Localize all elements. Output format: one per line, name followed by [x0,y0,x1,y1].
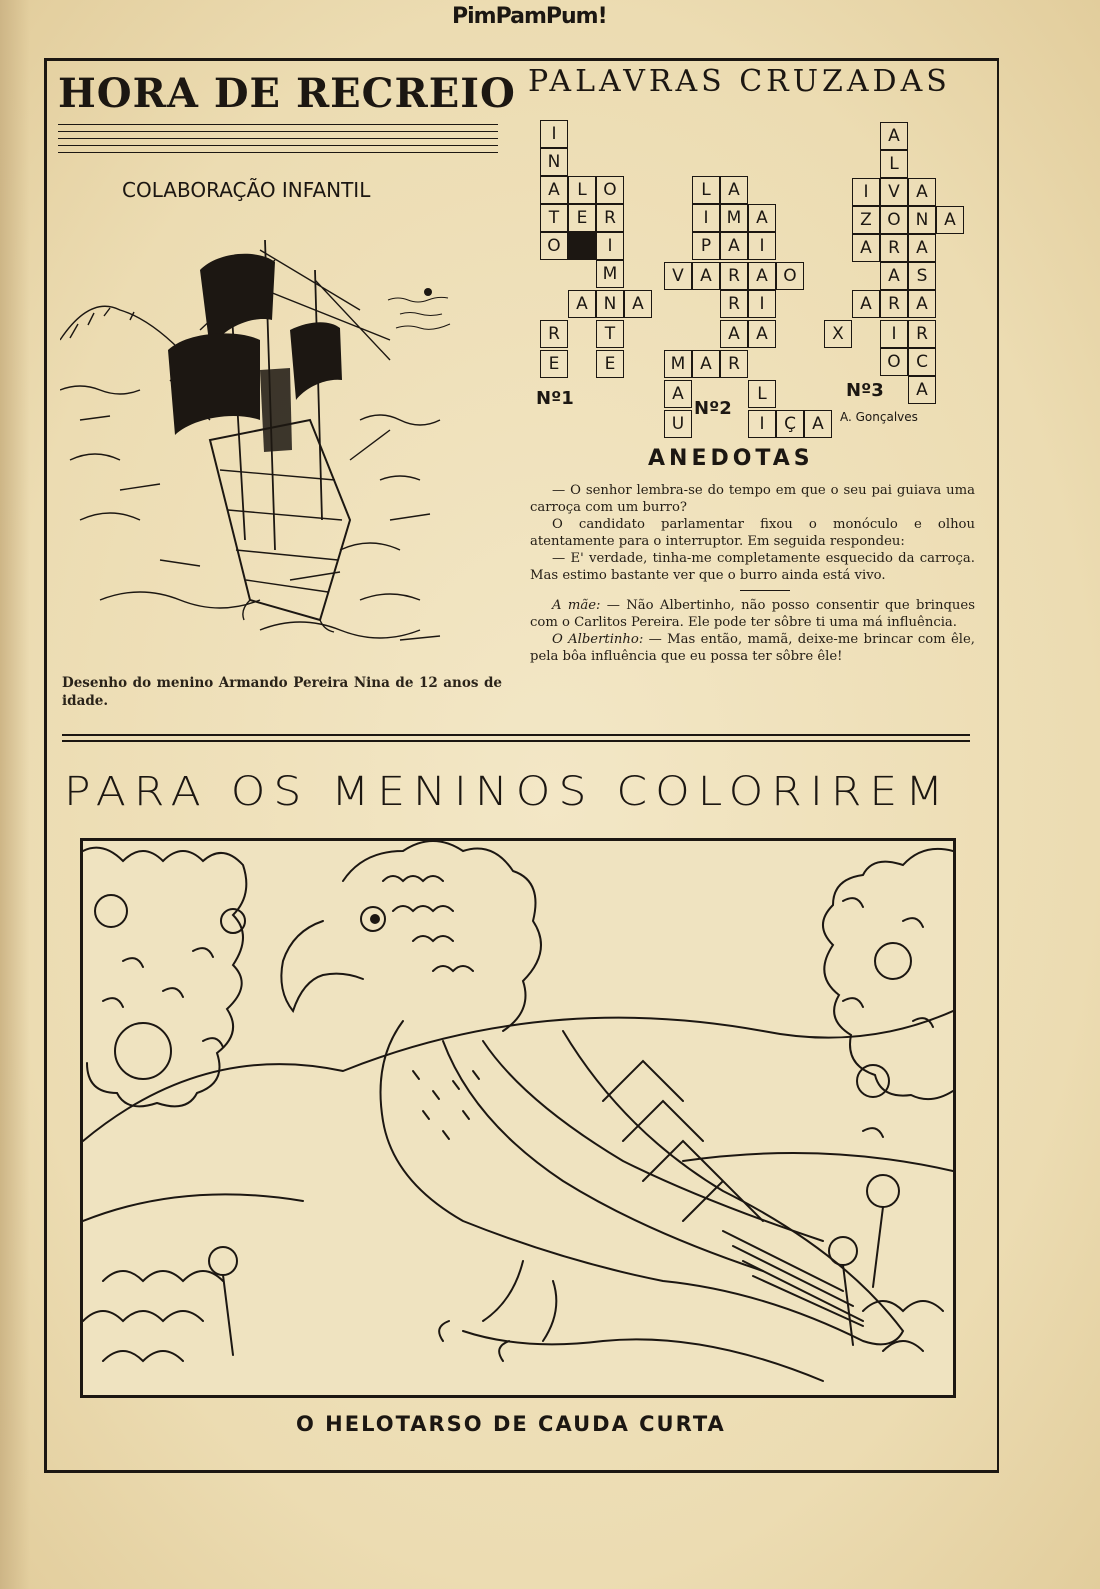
crossword-cell: U [664,410,692,438]
crossword-cell: L [568,176,596,204]
crossword-cell: A [664,380,692,408]
crossword-cell: R [720,262,748,290]
speaker: A mãe: [552,598,601,613]
crossword-cell: A [748,204,776,232]
heading-rule [58,152,498,153]
crossword-cell: R [880,234,908,262]
colorir-heading: PARA OS MENINOS COLORIREM [64,768,952,815]
joke-paragraph [530,597,975,631]
crossword-cell: X [824,320,852,348]
binding-shadow [0,0,30,1589]
crossword-cell: V [664,262,692,290]
crossword-cell: R [880,290,908,318]
crossword-cell: M [720,204,748,232]
crossword-cell: L [880,150,908,178]
crossword-author: A. Gonçalves [840,410,918,424]
crossword-cell: A [692,350,720,378]
speaker: O Albertinho: [552,632,644,647]
joke-paragraph: — O senhor lembra-se do tempo em que o seu pai guiava uma carroça com um burro? [530,483,975,515]
crossword-cell: R [908,320,936,348]
crossword-cell: A [852,290,880,318]
crossword-cell: S [908,262,936,290]
crossword-cell: N [596,290,624,318]
crossword-cell: A [852,234,880,262]
puzzle-label: Nº3 [846,380,884,401]
crossword-cell: R [540,320,568,348]
coloring-picture [80,838,956,1398]
crossword-cell: A [908,290,936,318]
crossword-cell: A [936,206,964,234]
hora-de-recreio-heading: HORA DE RECREIO [58,70,516,117]
crossword-cell: T [540,204,568,232]
crossword-cell: E [596,350,624,378]
ship-drawing [60,220,480,660]
crossword-cell: O [596,176,624,204]
crossword-cell: I [596,232,624,260]
crossword-cell: A [720,176,748,204]
crossword-cell: M [596,260,624,288]
crossword-cell: I [880,320,908,348]
crossword-cell: R [720,290,748,318]
crossword-cell: A [908,178,936,206]
crossword-cell: R [720,350,748,378]
crossword-cell: O [776,262,804,290]
crossword-cell: O [880,206,908,234]
section-divider [62,734,970,736]
crossword-cell: M [664,350,692,378]
crossword-cell: P [692,232,720,260]
crossword-cell: A [692,262,720,290]
crossword-cell: A [748,320,776,348]
crossword-cell: A [720,232,748,260]
crossword-cell: C [908,348,936,376]
crossword-cell: L [748,380,776,408]
palavras-cruzadas-heading: PALAVRAS CRUZADAS [528,64,951,99]
crossword-cell: N [908,206,936,234]
crossword-cell: V [880,178,908,206]
crossword-cell: A [624,290,652,318]
crossword-cell: T [596,320,624,348]
dialogue: — Mas então, mamã, deixe-me brincar com êle, pela bôa influência que eu possa ter sôbre êle! [530,632,975,664]
crossword-cell: L [692,176,720,204]
crossword-cell: I [540,120,568,148]
bird-line-drawing [83,841,953,1395]
puzzle-label: Nº1 [536,388,574,409]
drawing-caption: Desenho do menino Armando Pereira Nina de 12 anos de idade. [62,675,502,709]
crossword-cell: O [880,348,908,376]
dialogue: — Não Albertinho, não posso consentir que brinques com o Carlitos Pereira. Ele pode ter sôbre ti uma má influência. [530,598,975,630]
coloring-caption: O HELOTARSO DE CAUDA CURTA [296,1412,726,1436]
crossword-cell: I [748,232,776,260]
crossword-cell: A [540,176,568,204]
page-frame-bottom [44,1470,997,1473]
colaboracao-infantil-subheading: COLABORAÇÃO INFANTIL [122,178,371,202]
crossword-cell: Ç [776,410,804,438]
crossword-cell: E [540,350,568,378]
masthead-logo: PimPamPum! [452,4,607,29]
heading-rule [58,145,498,146]
anedotas-text [530,482,975,665]
crossword-cell: A [908,234,936,262]
heading-rule [58,138,498,139]
crossword-cell: E [568,204,596,232]
joke-paragraph [530,631,975,665]
joke-separator [740,590,790,591]
joke-paragraph: — E' verdade, tinha-me completamente esquecido da carroça. Mas estimo bastante ver que o burro ainda está vivo. [530,551,975,583]
crossword-cell: A [748,262,776,290]
crossword-cell: I [748,410,776,438]
crossword-black-cell [568,232,596,260]
anedotas-heading: ANEDOTAS [648,446,814,471]
crossword-cell: R [596,204,624,232]
crossword-cell: I [852,178,880,206]
crossword-cell: A [720,320,748,348]
crossword-cell: A [568,290,596,318]
heading-rule [58,131,498,132]
crossword-cell: A [804,410,832,438]
crossword-cell: A [880,122,908,150]
heading-rule [58,124,498,125]
crossword-cell: N [540,148,568,176]
crossword-cell: I [748,290,776,318]
crossword-cell: A [908,376,936,404]
crossword-cell: O [540,232,568,260]
crossword-cell: A [880,262,908,290]
section-divider [62,740,970,742]
crossword-cell: I [692,204,720,232]
crossword-cell: Z [852,206,880,234]
puzzle-label: Nº2 [694,398,732,419]
joke-paragraph: O candidato parlamentar fixou o monóculo e olhou atentamente para o interruptor. Em seguida respondeu: [530,517,975,549]
